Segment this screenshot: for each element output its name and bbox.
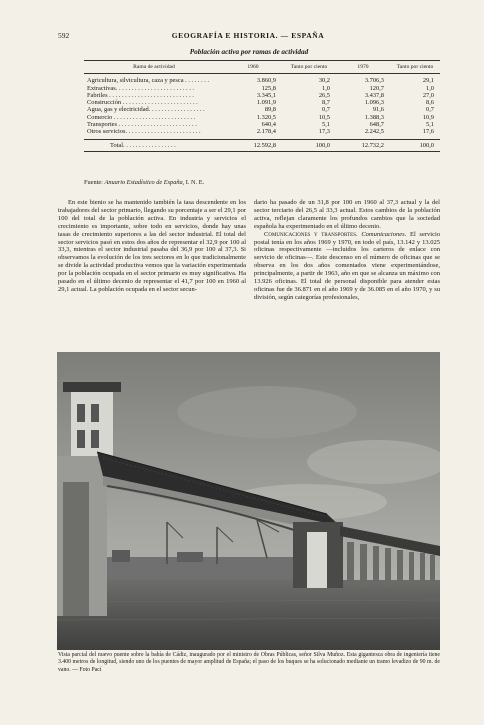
source-title: Anuario Estadístico de España, (104, 179, 185, 186)
cell-pct-1960: 10,5 (318, 113, 330, 121)
cell-1970: 3.437,8 (364, 91, 384, 99)
cell-pct-1960: 17,3 (318, 128, 330, 136)
subsection-heading: Comunicaciones. (361, 230, 407, 238)
table-row (84, 106, 440, 113)
running-header (58, 31, 438, 41)
table-total-row (84, 139, 440, 151)
total-1960: 12.592,8 (224, 139, 282, 151)
cell-1970: 648,7 (369, 120, 384, 128)
column-header: Tanto por ciento (390, 61, 440, 74)
bridge-photo (57, 352, 440, 650)
total-pct-1960: 100,0 (282, 139, 336, 151)
cell-pct-1960: 8,7 (322, 99, 330, 107)
table-caption: Población activa por ramas de actividad (189, 48, 309, 56)
cell-pct-1960: 5,1 (322, 120, 330, 128)
cell-1960: 1.091,9 (256, 99, 276, 107)
table-row (84, 74, 440, 85)
cell-pct-1960: 0,7 (322, 106, 330, 114)
cell-1960: 640,4 (261, 120, 276, 128)
table-row (84, 128, 440, 139)
cell-1960: 3.345,1 (256, 91, 276, 99)
column-header: 1970 (336, 61, 390, 74)
page-number: 592 (58, 31, 70, 40)
bridge-photo-illustration (57, 352, 440, 650)
row-label: Otros servicios. . . . . . . . . . . . . . . . . . . . . . . . (87, 128, 201, 136)
paragraph: dario ha pasado de un 31,8 por 100 en 1960 al 37,3 actual y la del sector terciario del 26,5 al 33,3 actual. Estos cambios de la población activa, reflejan claramente los profundos cambios que la sociedad española ha experimentado en el último decenio. (254, 199, 440, 230)
cell-pct-1960: 1,0 (322, 84, 330, 92)
cell-1960: 3.860,9 (256, 77, 276, 85)
cell-1970: 3.706,3 (364, 77, 384, 85)
row-label: Extractivas. . . . . . . . . . . . . . . . . . . . . . . . . (87, 84, 195, 92)
cell-1970: 2.242,5 (364, 128, 384, 136)
total-pct-1970: 100,0 (390, 139, 440, 151)
cell-pct-1970: 17,6 (422, 128, 434, 136)
column-header: Rama de actividad (84, 61, 224, 74)
column-header: Tanto por ciento (282, 61, 336, 74)
column-header: 1960 (224, 61, 282, 74)
row-label: Construcción . . . . . . . . . . . . . . . . . . . . . . . . (87, 99, 198, 107)
source-suffix: I. N. E. (184, 179, 205, 186)
running-title: GEOGRAFÍA E HISTORIA. — ESPAÑA (171, 31, 325, 40)
cell-1960: 1.320,5 (256, 113, 276, 121)
table-row (84, 114, 440, 121)
table-row (84, 92, 440, 99)
total-1970: 12.732,2 (336, 139, 390, 151)
source-prefix: Fuente: (84, 179, 105, 186)
cell-1960: 125,8 (261, 84, 276, 92)
row-label: Agricultura, silvicultura, caza y pesca . . . . . . . . (87, 77, 210, 85)
cell-pct-1970: 10,9 (422, 113, 434, 121)
row-label: Comercio . . . . . . . . . . . . . . . . . . . . . . . . . . (87, 113, 196, 121)
table-header-row (84, 61, 440, 74)
table-row (84, 99, 440, 106)
paragraph-text: El servicio postal tenía en los años 1969 y 1970, en todo el país, 13.142 y 13.025 oficinas respectivamente —incluidos los carteros de enlace con servicio de oficinas—. Este descenso en el número de oficinas que se observa en los dos años comentados viene experimentándose, principalmente, a partir de 1963, año en que se alcanza un máximo con 13.926 oficinas. El total de personal disponible para atender estas oficinas fue de 36.871 en el año 1969 y de 36.085 en el año 1970, y su división, según categorías profesionales, (254, 230, 441, 301)
cell-1970: 1.096,3 (364, 99, 384, 107)
section-paragraph (254, 231, 440, 302)
table-row (84, 85, 440, 92)
table-row (84, 121, 440, 128)
population-table (84, 60, 440, 152)
row-label: Fabriles . . . . . . . . . . . . . . . . . . . . . . . . . . . (87, 91, 194, 99)
cell-pct-1960: 26,5 (318, 91, 330, 99)
cell-1960: 89,8 (264, 106, 276, 114)
cell-1970: 91,6 (372, 106, 384, 114)
cell-pct-1960: 30,2 (318, 77, 330, 85)
cell-pct-1970: 5,1 (426, 120, 434, 128)
photo-caption: Vista parcial del nuevo puente sobre la bahía de Cádiz, inaugurado por el ministro de Obras Públicas, señor Silva Muñoz. Esta gigantesca obra de ingeniería tiene 3.400 metros de longitud, siendo uno de los puentes de mayor amplitud de España; el paso de los buques se ha solucionado mediante un tramo levadizo de 90 m. de vano. — Foto Pací (58, 652, 440, 673)
total-label: Total. . . . . . . . . . . . . . . . . (84, 139, 224, 151)
cell-pct-1970: 0,7 (426, 106, 434, 114)
cell-1960: 2.178,4 (256, 128, 276, 136)
text-column-left (58, 199, 246, 294)
text-column-right (254, 199, 440, 302)
cell-pct-1970: 29,1 (422, 77, 434, 85)
row-label: Transportes . . . . . . . . . . . . . . . . . . . . . . . . . (87, 120, 197, 128)
table-source (84, 179, 204, 186)
cell-1970: 120,7 (369, 84, 384, 92)
cell-pct-1970: 8,6 (426, 99, 434, 107)
cell-pct-1970: 27,0 (422, 91, 434, 99)
section-heading: Comunicaciones y transportes. (264, 230, 358, 238)
row-label: Agua, gas y electricidad. . . . . . . . . . . . . . . . . . (87, 106, 205, 114)
paragraph: En este bienio se ha mantenido también la tasa descendente en los trabajadores del sector primario, llegando su porcentaje a ser el 29,1 por 100 del total de la población activa. En industria y servicios el crecimiento es importante, sobre todo en servicios, donde hay unas tasas de crecimiento superiores a las del sector industrial. El total del sector servicios pasó en estos dos años de representar el 32,9 por 100 al 33,3, mientras el sector industrial pasaba del 36,9 por 100 al 37,3. Si observamos la evolución de los tres sectores en lo que tradicionalmente se divide la actividad productiva vemos que la variación experimentada por la población ocupada en el sector primario es muy significativa. Ha pasado en el último decenio de representar el 41,7 por 100 en 1960 al 29,1 actual. La población ocupada en el sector secun- (58, 199, 246, 293)
cell-pct-1970: 1,0 (426, 84, 434, 92)
cell-1970: 1.388,3 (364, 113, 384, 121)
